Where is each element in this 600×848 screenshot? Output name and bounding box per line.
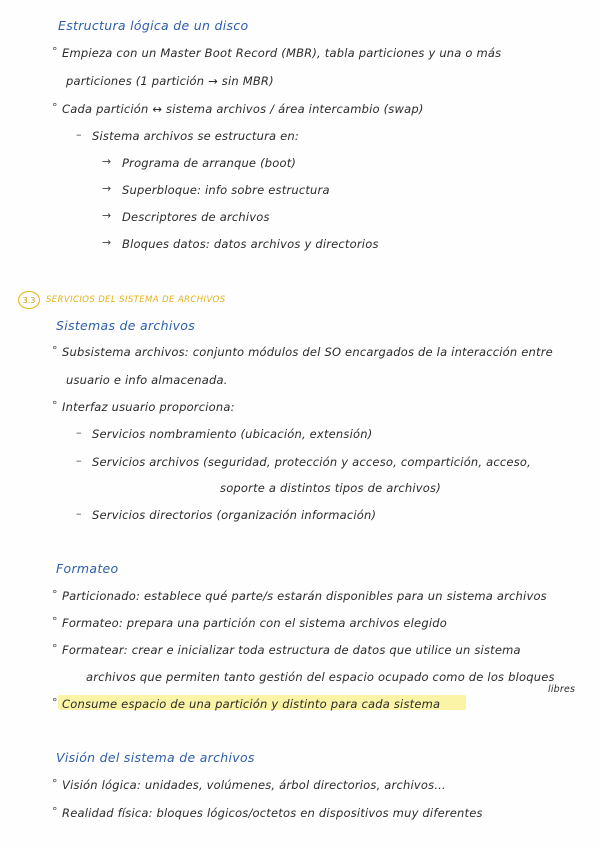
bullet-marker: °: [52, 588, 58, 601]
text-line: particiones (1 partición → sin MBR): [66, 74, 274, 88]
bullet-marker: °: [52, 615, 58, 628]
bullet-marker: °: [52, 101, 58, 114]
text-line: usuario e info almacenada.: [66, 373, 228, 387]
text-line: Formatear: crear e inicializar toda estructura de datos que utilice un sistema: [62, 643, 521, 657]
bullet-marker: °: [52, 642, 58, 655]
highlighted-text-line: Consume espacio de una partición y distinto para cada sistema: [62, 697, 441, 711]
arrow-icon: →: [102, 182, 112, 195]
text-line: Particionado: establece qué parte/s estarán disponibles para un sistema archivos: [62, 589, 547, 603]
text-line: Sistema archivos se estructura en:: [92, 129, 299, 143]
bullet-marker: °: [52, 344, 58, 357]
arrow-icon: →: [102, 155, 112, 168]
arrow-icon: →: [102, 209, 112, 222]
bullet-marker: °: [52, 696, 58, 709]
arrow-icon: →: [102, 236, 112, 249]
list-item: Programa de arranque (boot): [122, 156, 297, 170]
section-number-badge: 3.3: [18, 291, 40, 309]
bullet-marker: °: [52, 777, 58, 790]
section-title-formateo: Formateo: [56, 561, 119, 576]
subsection-title: Sistemas de archivos: [56, 318, 196, 333]
bullet-marker: °: [52, 399, 58, 412]
section-title-vision: Visión del sistema de archivos: [56, 750, 255, 765]
dash-marker: –: [76, 454, 82, 467]
text-line: Visión lógica: unidades, volúmenes, árbol directorios, archivos...: [62, 778, 446, 792]
text-line: Formateo: prepara una partición con el sistema archivos elegido: [62, 616, 447, 630]
list-item: Bloques datos: datos archivos y directorios: [122, 237, 379, 251]
list-item: Descriptores de archivos: [122, 210, 270, 224]
list-item: Superbloque: info sobre estructura: [122, 183, 330, 197]
text-line: Realidad física: bloques lógicos/octetos en dispositivos muy diferentes: [62, 806, 483, 820]
dash-marker: –: [76, 128, 82, 141]
bullet-marker: °: [52, 805, 58, 818]
section-heading: SERVICIOS DEL SISTEMA DE ARCHIVOS: [46, 295, 226, 305]
list-item: Servicios directorios (organización información): [92, 508, 377, 522]
text-line: Interfaz usuario proporciona:: [62, 400, 235, 414]
list-item: Servicios nombramiento (ubicación, extensión): [92, 427, 373, 441]
dash-marker: –: [76, 426, 82, 439]
annotation-note: libres: [548, 684, 576, 695]
text-line: Empieza con un Master Boot Record (MBR), tabla particiones y una o más: [62, 46, 502, 60]
text-line: Subsistema archivos: conjunto módulos del SO encargados de la interacción entre: [62, 345, 553, 359]
list-item: Servicios archivos (seguridad, protección y acceso, compartición, acceso,: [92, 455, 531, 469]
text-line: Cada partición ↔ sistema archivos / área intercambio (swap): [62, 102, 424, 116]
bullet-marker: °: [52, 45, 58, 58]
dash-marker: –: [76, 507, 82, 520]
text-line: archivos que permiten tanto gestión del espacio ocupado como de los bloques: [86, 670, 555, 684]
section-title-estructura: Estructura lógica de un disco: [58, 18, 249, 33]
text-line: soporte a distintos tipos de archivos): [220, 481, 441, 495]
